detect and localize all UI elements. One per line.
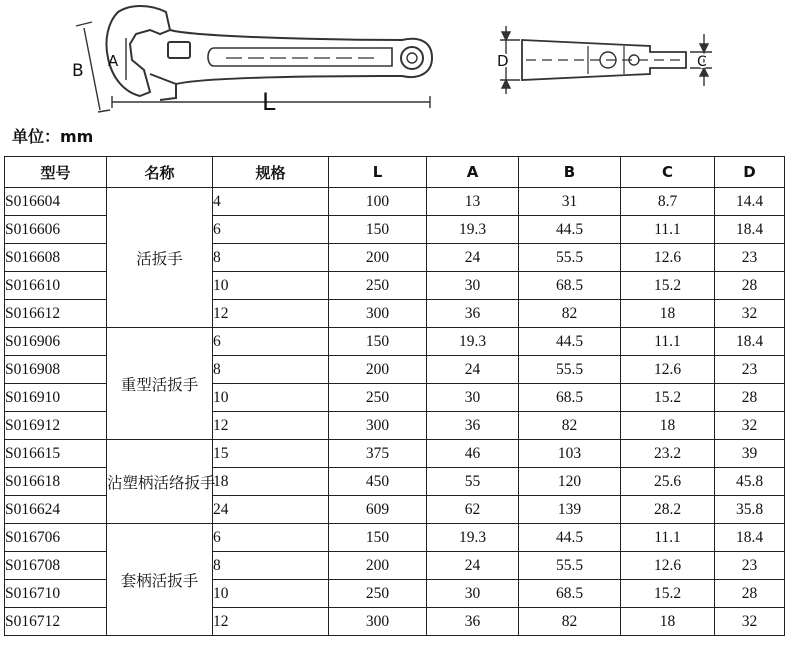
a-cell: 55 <box>427 468 519 496</box>
d-cell: 39 <box>715 440 785 468</box>
a-cell: 30 <box>427 384 519 412</box>
header-b: B <box>519 157 621 188</box>
l-cell: 300 <box>329 300 427 328</box>
d-cell: 23 <box>715 552 785 580</box>
l-cell: 250 <box>329 384 427 412</box>
model-cell: S016706 <box>5 524 107 552</box>
c-cell: 12.6 <box>621 356 715 384</box>
l-cell: 150 <box>329 216 427 244</box>
dimension-label-b: B <box>72 61 84 81</box>
spec-cell: 10 <box>213 384 329 412</box>
table-row <box>5 524 785 552</box>
a-cell: 19.3 <box>427 524 519 552</box>
spec-table <box>4 156 785 636</box>
spec-cell: 6 <box>213 328 329 356</box>
a-cell: 36 <box>427 412 519 440</box>
a-cell: 19.3 <box>427 328 519 356</box>
dimension-label-c: C <box>697 54 707 70</box>
b-cell: 55.5 <box>519 244 621 272</box>
l-cell: 200 <box>329 356 427 384</box>
c-cell: 15.2 <box>621 272 715 300</box>
table-header-row <box>5 157 785 188</box>
wrench-end-drawing <box>522 40 686 80</box>
c-cell: 15.2 <box>621 580 715 608</box>
c-cell: 11.1 <box>621 524 715 552</box>
l-cell: 300 <box>329 412 427 440</box>
model-cell: S016910 <box>5 384 107 412</box>
b-cell: 31 <box>519 188 621 216</box>
model-cell: S016624 <box>5 496 107 524</box>
l-cell: 300 <box>329 608 427 636</box>
a-cell: 46 <box>427 440 519 468</box>
dimension-lines-left <box>76 22 430 112</box>
model-cell: S016708 <box>5 552 107 580</box>
l-cell: 150 <box>329 524 427 552</box>
spec-cell: 6 <box>213 524 329 552</box>
c-cell: 18 <box>621 608 715 636</box>
model-cell: S016710 <box>5 580 107 608</box>
spec-table-body <box>5 188 785 636</box>
a-cell: 24 <box>427 244 519 272</box>
d-cell: 32 <box>715 300 785 328</box>
a-cell: 13 <box>427 188 519 216</box>
b-cell: 68.5 <box>519 580 621 608</box>
model-cell: S016618 <box>5 468 107 496</box>
l-cell: 200 <box>329 244 427 272</box>
a-cell: 30 <box>427 272 519 300</box>
header-c: C <box>621 157 715 188</box>
spec-cell: 12 <box>213 412 329 440</box>
b-cell: 139 <box>519 496 621 524</box>
l-cell: 100 <box>329 188 427 216</box>
a-cell: 36 <box>427 300 519 328</box>
dimension-label-a: A <box>108 52 119 70</box>
a-cell: 30 <box>427 580 519 608</box>
dimension-label-d: D <box>497 52 509 70</box>
table-row <box>5 328 785 356</box>
b-cell: 82 <box>519 608 621 636</box>
model-cell: S016612 <box>5 300 107 328</box>
c-cell: 11.1 <box>621 328 715 356</box>
d-cell: 23 <box>715 356 785 384</box>
b-cell: 55.5 <box>519 552 621 580</box>
l-cell: 375 <box>329 440 427 468</box>
product-name-cell: 沾塑柄活络扳手 <box>107 440 213 524</box>
b-cell: 82 <box>519 412 621 440</box>
l-cell: 250 <box>329 580 427 608</box>
c-cell: 18 <box>621 300 715 328</box>
spec-cell: 8 <box>213 356 329 384</box>
header-a: A <box>427 157 519 188</box>
c-cell: 12.6 <box>621 552 715 580</box>
model-cell: S016906 <box>5 328 107 356</box>
c-cell: 23.2 <box>621 440 715 468</box>
b-cell: 68.5 <box>519 384 621 412</box>
c-cell: 15.2 <box>621 384 715 412</box>
spec-cell: 4 <box>213 188 329 216</box>
model-cell: S016606 <box>5 216 107 244</box>
l-cell: 450 <box>329 468 427 496</box>
a-cell: 24 <box>427 552 519 580</box>
d-cell: 18.4 <box>715 328 785 356</box>
d-cell: 18.4 <box>715 216 785 244</box>
d-cell: 28 <box>715 272 785 300</box>
wrench-diagram <box>0 0 790 122</box>
model-cell: S016610 <box>5 272 107 300</box>
spec-cell: 12 <box>213 300 329 328</box>
d-cell: 32 <box>715 608 785 636</box>
b-cell: 82 <box>519 300 621 328</box>
header-model: 型号 <box>5 157 107 188</box>
b-cell: 103 <box>519 440 621 468</box>
d-cell: 28 <box>715 384 785 412</box>
c-cell: 28.2 <box>621 496 715 524</box>
b-cell: 68.5 <box>519 272 621 300</box>
model-cell: S016712 <box>5 608 107 636</box>
table-row <box>5 188 785 216</box>
header-spec: 规格 <box>213 157 329 188</box>
d-cell: 28 <box>715 580 785 608</box>
l-cell: 250 <box>329 272 427 300</box>
spec-cell: 8 <box>213 552 329 580</box>
c-cell: 25.6 <box>621 468 715 496</box>
d-cell: 35.8 <box>715 496 785 524</box>
l-cell: 150 <box>329 328 427 356</box>
c-cell: 12.6 <box>621 244 715 272</box>
c-cell: 18 <box>621 412 715 440</box>
b-cell: 44.5 <box>519 328 621 356</box>
b-cell: 44.5 <box>519 524 621 552</box>
c-cell: 11.1 <box>621 216 715 244</box>
a-cell: 36 <box>427 608 519 636</box>
a-cell: 62 <box>427 496 519 524</box>
l-cell: 609 <box>329 496 427 524</box>
spec-cell: 12 <box>213 608 329 636</box>
c-cell: 8.7 <box>621 188 715 216</box>
model-cell: S016912 <box>5 412 107 440</box>
spec-cell: 10 <box>213 580 329 608</box>
table-row <box>5 440 785 468</box>
header-name: 名称 <box>107 157 213 188</box>
spec-cell: 6 <box>213 216 329 244</box>
spec-cell: 10 <box>213 272 329 300</box>
l-cell: 200 <box>329 552 427 580</box>
d-cell: 18.4 <box>715 524 785 552</box>
model-cell: S016608 <box>5 244 107 272</box>
b-cell: 120 <box>519 468 621 496</box>
d-cell: 23 <box>715 244 785 272</box>
spec-cell: 24 <box>213 496 329 524</box>
header-l: L <box>329 157 427 188</box>
b-cell: 55.5 <box>519 356 621 384</box>
d-cell: 45.8 <box>715 468 785 496</box>
wrench-side-drawing <box>106 6 432 100</box>
model-cell: S016615 <box>5 440 107 468</box>
unit-label: 单位：mm <box>12 127 94 146</box>
a-cell: 19.3 <box>427 216 519 244</box>
a-cell: 24 <box>427 356 519 384</box>
spec-cell: 8 <box>213 244 329 272</box>
spec-cell: 15 <box>213 440 329 468</box>
d-cell: 14.4 <box>715 188 785 216</box>
d-cell: 32 <box>715 412 785 440</box>
b-cell: 44.5 <box>519 216 621 244</box>
dimension-label-l: L <box>262 88 276 116</box>
product-name-cell: 套柄活扳手 <box>107 524 213 636</box>
header-d: D <box>715 157 785 188</box>
product-name-cell: 活扳手 <box>107 188 213 328</box>
spec-cell: 18 <box>213 468 329 496</box>
model-cell: S016604 <box>5 188 107 216</box>
product-name-cell: 重型活扳手 <box>107 328 213 440</box>
model-cell: S016908 <box>5 356 107 384</box>
